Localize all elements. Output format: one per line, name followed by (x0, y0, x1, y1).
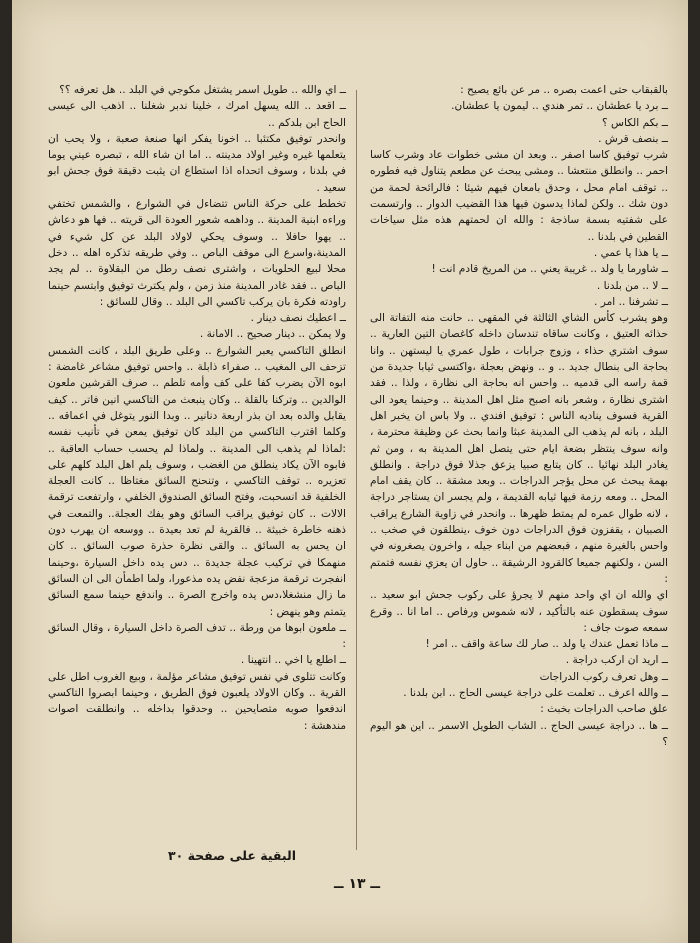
magazine-page (12, 0, 688, 943)
page-number: ــ ١٣ ــ (334, 876, 380, 892)
paragraph: ــ اطلع يا اخي .. انتهينا . (240, 654, 346, 667)
paragraph: ــ ها .. دراجة عيسى الحاج .. الشاب الطويل الاسمر .. اين هو اليوم ؟ (370, 719, 668, 748)
paragraph: وكانت تتلوى في نفس توفيق مشاعر مؤلمة ، وبيع الغروب اطل على القرية .. وكان الاولاد يلعبون فوق الطريق ، وحينما ابصروا التاكسي اندفعوا صوبه متصايحين .. وحدقوا بداخله .. وانطلقت اصوات مندهشة : (48, 670, 346, 732)
paragraph: ــ ماذا تعمل عندك يا ولد .. صار لك ساعة واقف .. امر ! (425, 638, 668, 651)
left-column (48, 82, 346, 734)
paragraph: ــ اي والله .. طويل اسمر يشتغل مكوجي في البلد .. هل تعرفه ؟؟ (59, 84, 346, 96)
paragraph: بالقبقاب حتى اعمت بصره .. مر عن بائع يصيح : (460, 84, 668, 96)
continued-note: البقية على صفحة ٣٠ (167, 848, 297, 863)
paragraph: ــ اقعد .. الله يسهل امرك ، خلينا ندبر شغلنا .. اذهب الى عيسى الحاج ابن بلدكم .. (48, 100, 346, 129)
paragraph: اي والله ان اي واحد منهم لا يجرؤ على ركوب جحش ابو سعيد .. سوف يسقطون عنه بالتأكيد ، لانه شموس ورفاص .. اما انا .. وقرع سمعه صوت جاف : (370, 589, 668, 634)
paragraph: ــ والله اعرف .. تعلمت على دراجة عيسى الحاج .. ابن بلدنا . (403, 686, 668, 699)
paragraph: وهو يشرب كأس الشاي الثالثة في المقهى .. حانت منه التفاتة الى حذائه العتيق ، وكانت ساقاه تندسان داخله كاغصان التين العارية .. سوف اشتري حذاء ، وزوج جرابات ، طول عمري يا ليستهن .. وانا بحاجة الى بنطال جديد .. و .. ونهض بعجلة ،واكتسى ثيابا جديدة من قمة راسه الى قدميه .. واحس انه بحاجة الى نظارة ، ولذا .. فقد اشترى نظارة ، وشعر بانه اصبح مثل اهل المدينة .. وحينما يعود الى القرية فسوف يناديه الناس : توفيق افندي .. ولا باس ان يخبر اهل البلد ، بانه لم يذهب الى المدينة عبثا وانما بحث عن وظيفة محترمة ، وانه سوف ينتظر بضعة ايام حتى يتصل اهل المدينة به ، ومن ثم يغادر البلد نهائيا .. كان يتابع صبيا يزعق جذلا فوق دراجة . وانطلق بهمة يبحث عن محل يؤجر الدراجات .. وبعد مشقة .. كان يقف امام المحل .. ومعه رزمة فيها ثيابه القديمة ، ولم يجسر ان يستاجر دراجة ، لانه طوال عمره لم يمتط ظهرها .. وانحدر في زاوية الشارع يراقب الصبيان ، يقفزون فوق الدراجات دون خوف ،ينطلقون في صخب .. واحس بالغيرة منهم ، فبعضهم من ابناء جيله ، واخرون يصغرونه في السن ، ولكنهم جميعا كالقرود الرشيقة .. حاول ان يعزي نفسه فتمتم : (370, 312, 668, 585)
paragraph: وانحدر توفيق مكتئبا .. اخونا يفكر انها صنعة صعبة ، ولا يحب ان يتعلمها غيره وغير اولاد مدينته .. اما ان شاء الله ، تبصره عيني يوما في بلدنا ، وسوف اتحداه اذا استطاع ان يثبت دقيقة فوق جحش ابو سعيد . (48, 132, 346, 194)
paragraph: ــ بكم الكاس ؟ (602, 116, 668, 129)
paragraph: شرب توفيق كاسا اصفر .. وبعد ان مشى خطوات عاد وشرب كاسا احمر .. وانطلق منتعشا .. ومشى يبحث عن مطعم يتناول فيه فطوره .. توقف امام محل ، وحدق بامعان فيهم شيئا : فالرائحة لحمة من دون شك .. ولكن لماذا يدسون فيها هذا القضيب الدوار .. وارتسمت على شفتيه بسمة ساذجة : والله ان لحمتهم هذه مثل سياخات القطين في بلدنا .. (370, 149, 668, 243)
paragraph: تخطط على حركة الناس تتضاءل في الشوارع ، والشمس تختفي وراءه ابنية المدينة .. وداهمه شعور العودة الى قريته .. فها هو دعاش .. يهوا حافلا .. وسوف يحكي لاولاد البلد عن كل شيء في المدينة،واسرع الى موقف الباص .. وفي طريقه تذكره اهله .. دخل محلا لبيع الحلويات ، واشترى نصف رطل من البقلاوة .. لم يجد الباص .. فقد غادر المدينة منذ زمن ، ولم يكترث توفيق وابتسم حينما راودته فكرة بان يركب تاكسي الى البلد .. وقال للسائق : (48, 198, 346, 308)
paragraph: علق صاحب الدراجات بخبث : (540, 703, 668, 716)
paragraph: انطلق التاكسي يعبر الشوارع .. وعلى طريق البلد ، كانت الشمس تزحف الى المغيب .. صفراء ذابلة .. واحس توفيق مشاعر غامضة : ابوه الآن يضرب كفا على كف وأمه تلطم .. صرف القرشين ملعون الوالدين .. وتركنا بالقلة .. وكان ينبعث من التاكسي انين فاتر .. كيف يقابل والده بعد ان بذر اربعة دنانير .. وبدا النور يتوغل في اعماقه .. وكلما اقترب التاكسي من البلد كان توفيق يمعن في تأنيب نفسه :لماذا لم يذهب الى المدينة .. ولماذا لم يحسب حساب العاقبة .. فابوه الآن يكاد ينطلق من الغضب ، وسوف يلم اهل البلد كلهم على تعزيره .. توقف التاكسي ، وتنحنح السائق مغتاظا .. كانت العجلة الخلفية قد انسحبت، وفتح السائق الصندوق الخلفي ، وارتفعت ترقمة الالات .. كان توفيق يراقب السائق وهو يفك العجلة.. والتمعت في ذهنه خاطرة خبيثة .. فالقرية لم تعد بعيدة .. ووسعه ان يهرب دون ان يحس به السائق .. والقى نظرة حذرة صوب السائق .. كان منهمكا في تركيب عجلة جديدة .. دس يده داخل السيارة ،وحينما انفجرت ترقمة مزعجة نفض يده مذعورا، ولما اطمأن الى ان السائق ما زال منشغلا،دس يده واخرج الصرة .. واندفع حينما سمع السائق يتمتم وهو ينهض : (48, 344, 346, 618)
paragraph: ولا يمكن .. دينار صحيح .. الامانة . (199, 328, 346, 341)
paragraph: ــ اريد ان اركب دراجة . (565, 654, 668, 667)
paragraph: ــ وهل تعرف ركوب الدراجات (539, 670, 668, 683)
paragraph: ــ ملعون ابوها من ورطة .. تدف الصرة داخل السيارة ، وقال السائق : (48, 621, 346, 651)
column-divider (356, 90, 357, 850)
right-column (370, 82, 668, 750)
paragraph: ــ شاورما يا ولد .. غريبة يعني .. من المريخ قادم انت ! (431, 263, 668, 276)
paragraph: ــ اعطيك نصف دينار . (250, 312, 346, 325)
paragraph: ــ بنصف قرش . (598, 132, 668, 145)
paragraph: ــ يا هذا يا عمي . (593, 246, 668, 259)
paragraph: ــ تشرفنا .. امر . (594, 295, 668, 308)
paragraph: ــ برد يا عطشان .. تمر هندي .. ليمون يا عطشان. (451, 100, 668, 113)
paragraph: ــ لا .. من بلدنا . (596, 279, 668, 292)
